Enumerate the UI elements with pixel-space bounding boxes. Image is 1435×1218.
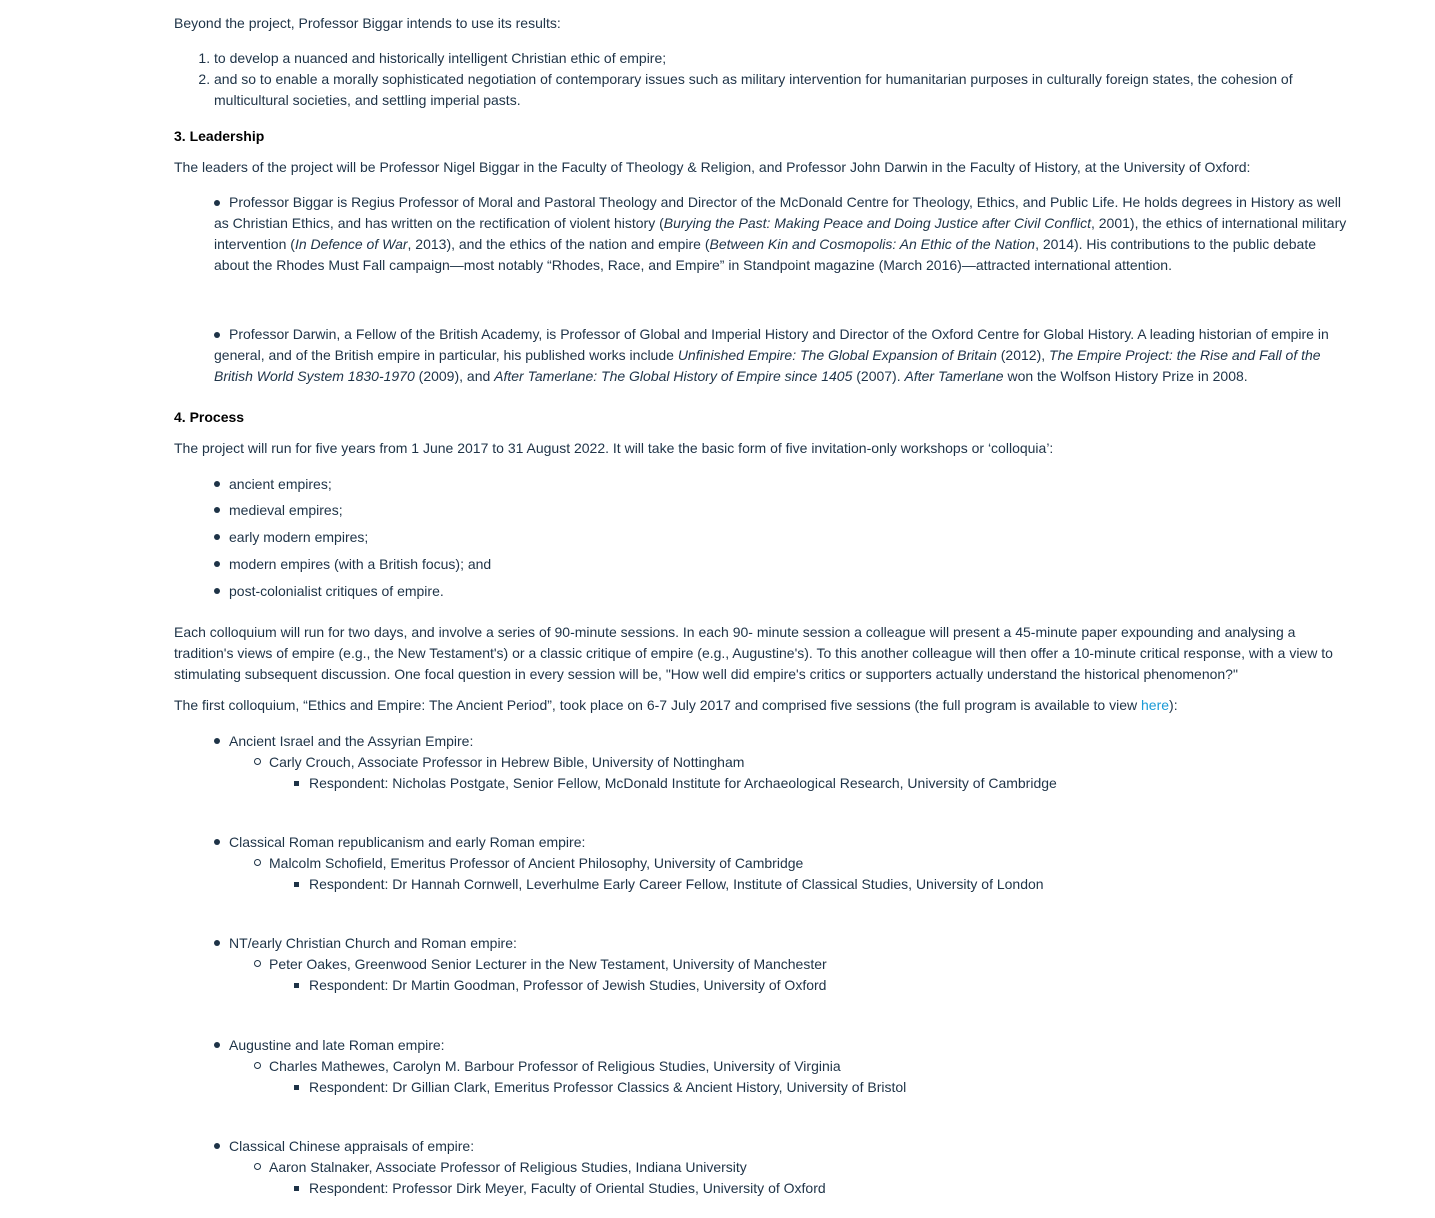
results-list bbox=[174, 48, 1354, 111]
circle-bullet-icon bbox=[254, 960, 261, 967]
session-speaker: Aaron Stalnaker, Associate Professor of Religious Studies, Indiana University bbox=[254, 1157, 747, 1178]
session-respondent: Respondent: Dr Martin Goodman, Professor of Jewish Studies, University of Oxford bbox=[294, 975, 826, 996]
session-title: Augustine and late Roman empire: bbox=[214, 1035, 445, 1056]
bullet-icon bbox=[214, 1143, 220, 1149]
session-title: Classical Chinese appraisals of empire: bbox=[214, 1136, 474, 1157]
square-bullet-icon bbox=[294, 983, 299, 988]
list-item: ancient empires; bbox=[214, 474, 332, 495]
bullet-icon bbox=[214, 561, 220, 567]
session-respondent: Respondent: Nicholas Postgate, Senior Fellow, McDonald Institute for Archaeological Research, University of Cambridge bbox=[294, 773, 1057, 794]
list-item: 2. and so to enable a morally sophisticated negotiation of contemporary issues such as military intervention for humanitarian purposes in culturally foreign states, the cohesion of multicultural societies, and settling imperial pasts. bbox=[214, 69, 1354, 111]
darwin-bio: Professor Darwin, a Fellow of the British Academy, is Professor of Global and Imperial History and Director of the Oxford Centre for Global History. A leading historian of empire in general, and of the British empire in particular, his published works include Unfinished Empire: The Global Expansion of Britain (2012), The Empire Project: the Rise and Fall of the British World System 1830-1970 (2009), and After Tamerlane: The Global History of Empire since 1405 (2007). After Tamerlane won the Wolfson History Prize in 2008. bbox=[214, 326, 1329, 384]
square-bullet-icon bbox=[294, 1186, 299, 1191]
session-title: Classical Roman republicanism and early Roman empire: bbox=[214, 832, 585, 853]
process-heading: 4. Process bbox=[174, 409, 245, 425]
list-item: medieval empires; bbox=[214, 500, 343, 521]
session-title: NT/early Christian Church and Roman empire: bbox=[214, 933, 517, 954]
biggar-bio: Professor Biggar is Regius Professor of Moral and Pastoral Theology and Director of the McDonald Centre for Theology, Ethics, and Public Life. He holds degrees in History as well as Christian Ethics, and has written on the rectification of violent history (Burying the Past: Making Peace and Doing Justice after Civil Conflict, 2001), the ethics of international military intervention (In Defence of War, 2013), and the ethics of the nation and empire (Between Kin and Cosmopolis: An Ethic of the Nation, 2014). His contributions to the public debate about the Rhodes Must Fall campaign—most notably “Rhodes, Race, and Empire” in Standpoint magazine (March 2016)—attracted international attention. bbox=[214, 194, 1347, 273]
session-speaker: Carly Crouch, Associate Professor in Hebrew Bible, University of Nottingham bbox=[254, 752, 744, 773]
circle-bullet-icon bbox=[254, 1163, 261, 1170]
bullet-icon bbox=[214, 534, 220, 540]
bullet-icon bbox=[214, 200, 220, 206]
circle-bullet-icon bbox=[254, 1062, 261, 1069]
session-respondent: Respondent: Dr Gillian Clark, Emeritus Professor Classics & Ancient History, University of Bristol bbox=[294, 1077, 906, 1098]
bullet-icon bbox=[214, 1042, 220, 1048]
process-intro: The project will run for five years from 1 June 2017 to 31 August 2022. It will take the basic form of five invitation-only workshops or ‘colloquia’: bbox=[174, 440, 1054, 456]
leadership-intro: The leaders of the project will be Professor Nigel Biggar in the Faculty of Theology & Religion, and Professor John Darwin in the Faculty of History, at the University of Oxford: bbox=[174, 159, 1251, 175]
list-item: 1. to develop a nuanced and historically intelligent Christian ethic of empire; bbox=[214, 48, 1354, 69]
bullet-icon bbox=[214, 738, 220, 744]
colloquium-format-paragraph: Each colloquium will run for two days, and involve a series of 90-minute sessions. In each 90- minute session a colleague will present a 45-minute paper expounding and analysing a tradition's views of empire (e.g., the New Testament's) or a classic critique of empire (e.g., Augustine's). To this another colleague will then offer a 10-minute critical response, with a view to stimulating subsequent discussion. One focal question in every session will be, "How well did empire's critics or supporters actually understand the historical phenomenon?" bbox=[174, 624, 1333, 682]
bullet-icon bbox=[214, 588, 220, 594]
session-speaker: Malcolm Schofield, Emeritus Professor of Ancient Philosophy, University of Cambridge bbox=[254, 853, 803, 874]
bullet-icon bbox=[214, 940, 220, 946]
square-bullet-icon bbox=[294, 781, 299, 786]
session-title: Ancient Israel and the Assyrian Empire: bbox=[214, 731, 473, 752]
circle-bullet-icon bbox=[254, 758, 261, 765]
square-bullet-icon bbox=[294, 882, 299, 887]
bullet-icon bbox=[214, 481, 220, 487]
session-speaker: Peter Oakes, Greenwood Senior Lecturer in the New Testament, University of Manchester bbox=[254, 954, 827, 975]
list-item: post-colonialist critiques of empire. bbox=[214, 581, 444, 602]
list-item: modern empires (with a British focus); and bbox=[214, 554, 491, 575]
program-link[interactable]: here bbox=[1141, 697, 1170, 713]
circle-bullet-icon bbox=[254, 859, 261, 866]
leadership-heading: 3. Leadership bbox=[174, 128, 265, 144]
bullet-icon bbox=[214, 839, 220, 845]
results-intro: Beyond the project, Professor Biggar intends to use its results: bbox=[174, 15, 561, 31]
first-colloquium-paragraph: The first colloquium, “Ethics and Empire: The Ancient Period”, took place on 6-7 July 2017 and comprised five sessions (the full program is available to view here): bbox=[174, 697, 1178, 713]
session-respondent: Respondent: Professor Dirk Meyer, Faculty of Oriental Studies, University of Oxford bbox=[294, 1178, 826, 1199]
square-bullet-icon bbox=[294, 1085, 299, 1090]
session-speaker: Charles Mathewes, Carolyn M. Barbour Professor of Religious Studies, University of Virginia bbox=[254, 1056, 841, 1077]
list-item: early modern empires; bbox=[214, 527, 368, 548]
bullet-icon bbox=[214, 507, 220, 513]
session-respondent: Respondent: Dr Hannah Cornwell, Leverhulme Early Career Fellow, Institute of Classical Studies, University of London bbox=[294, 874, 1044, 895]
bullet-icon bbox=[214, 332, 220, 338]
